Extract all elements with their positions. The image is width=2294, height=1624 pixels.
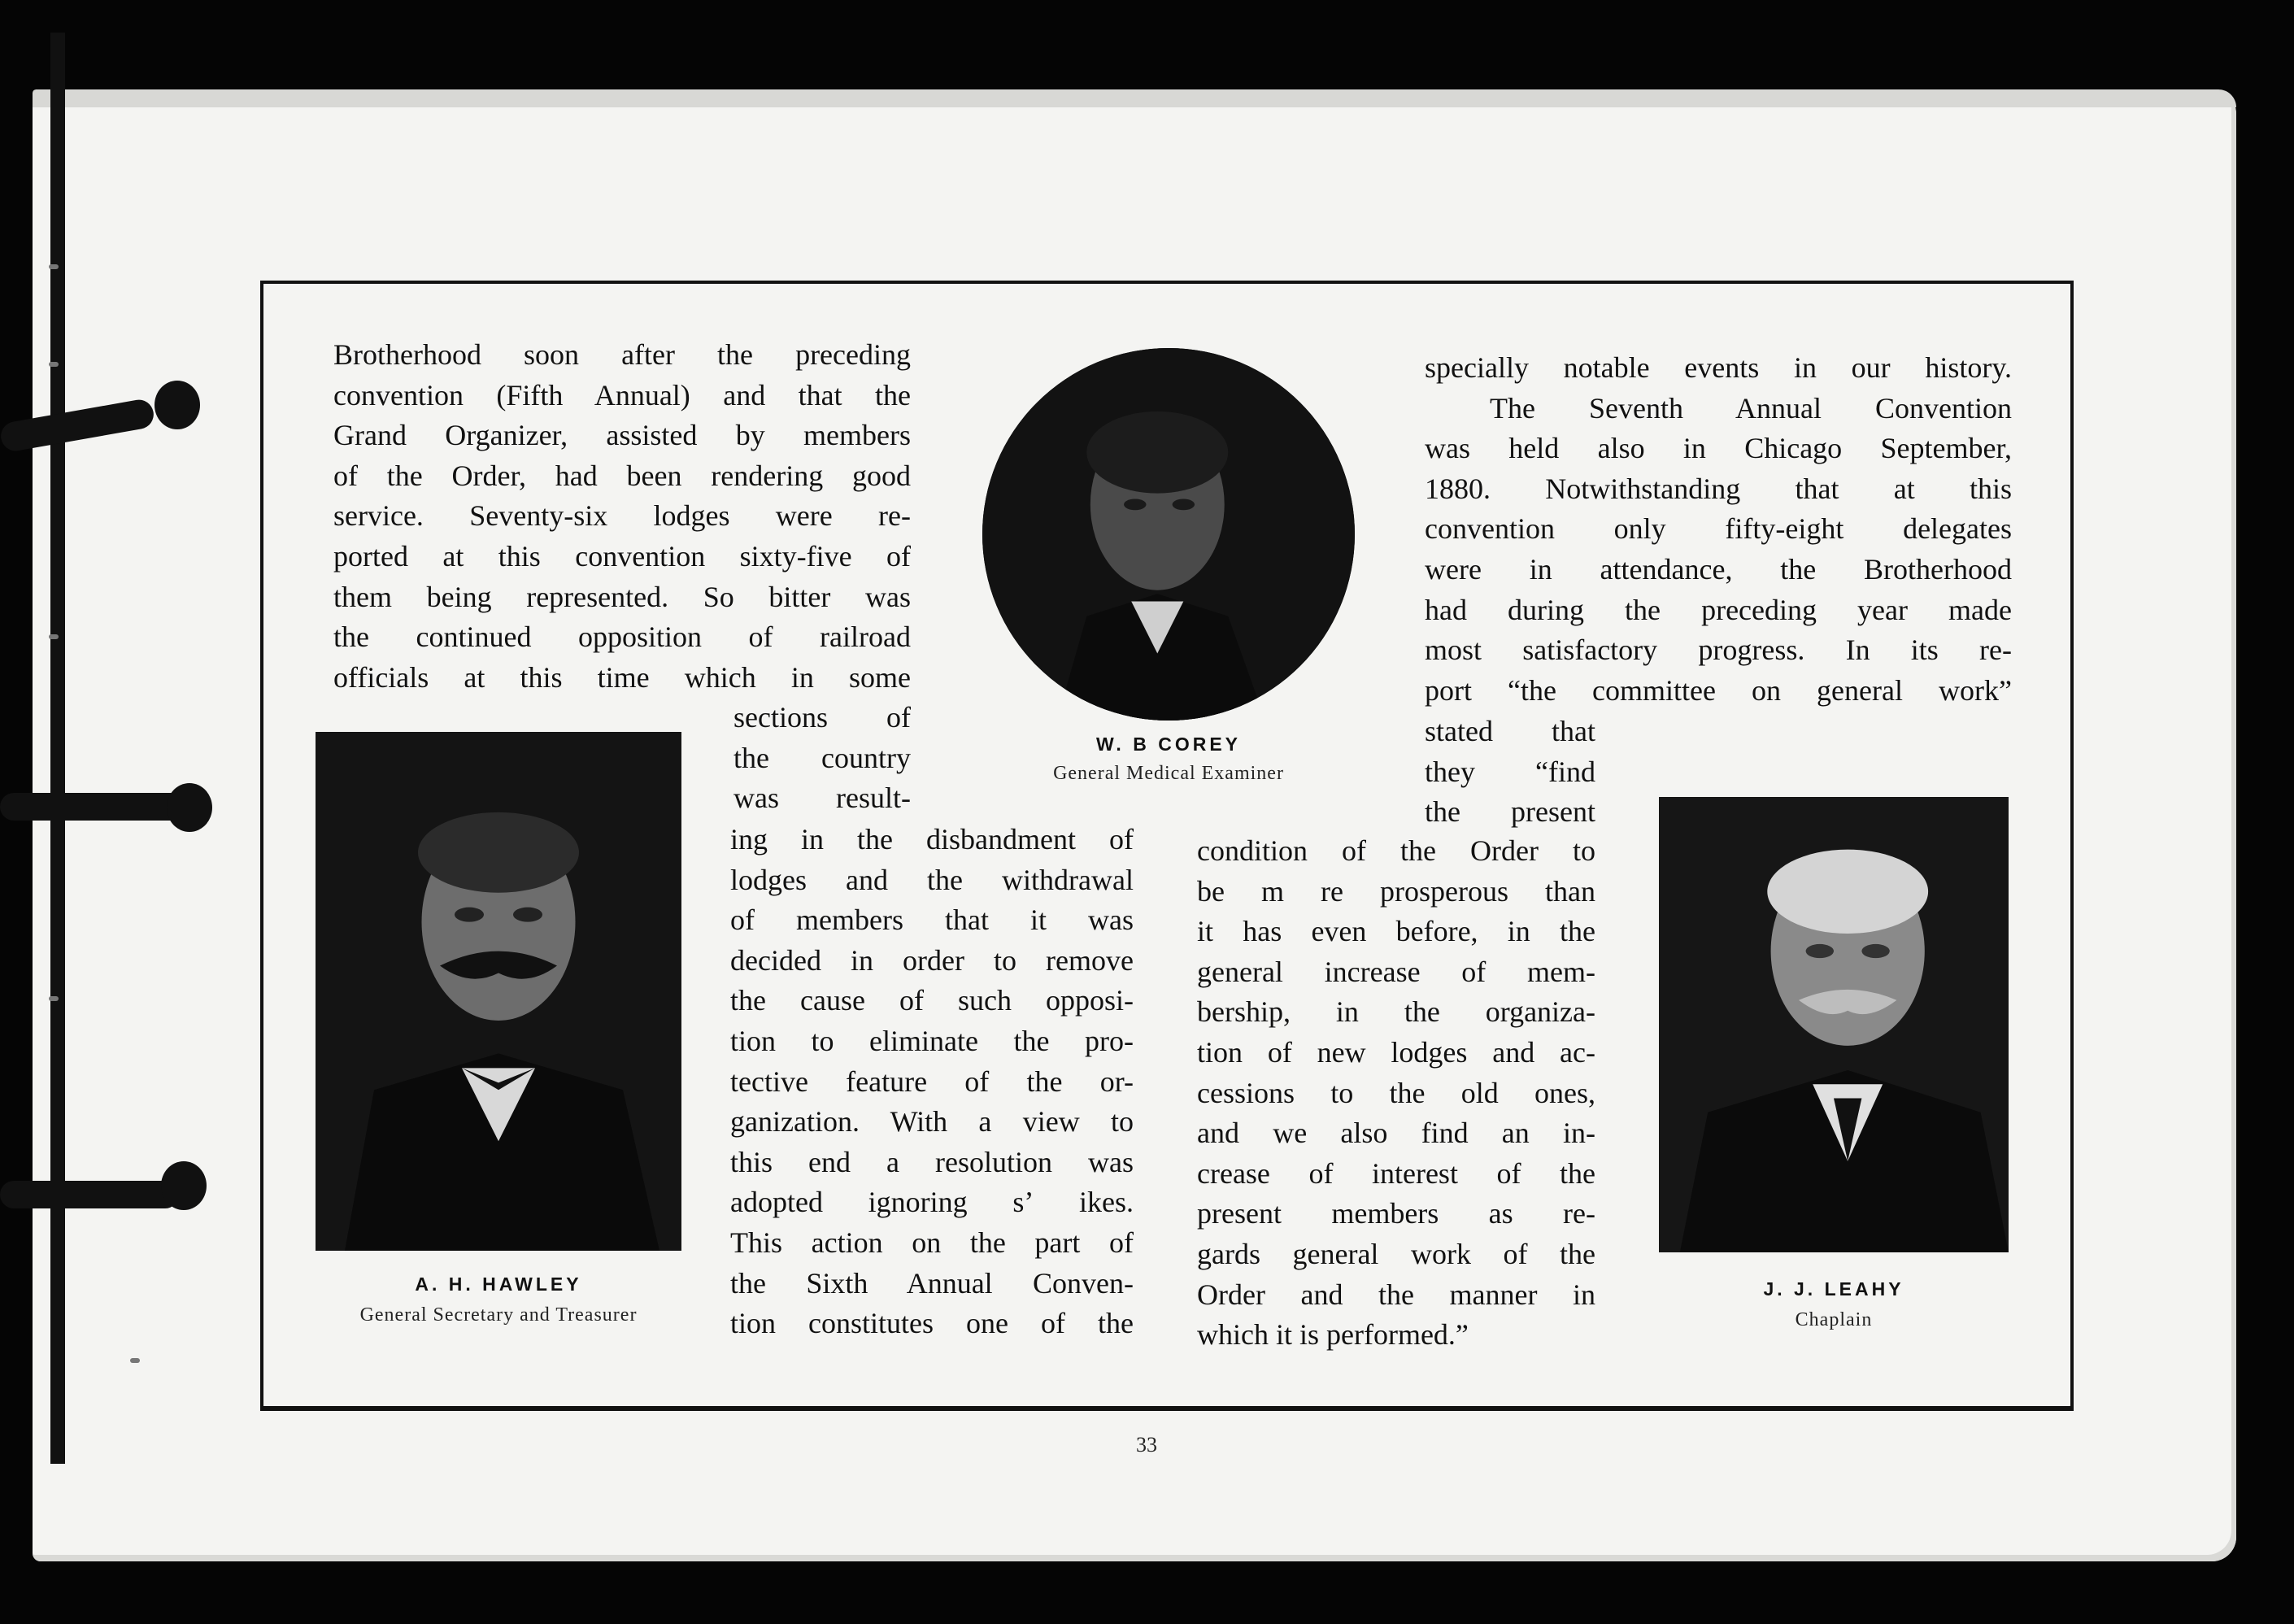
text-line: be m re prosperous than	[1197, 874, 1595, 908]
text-line: Order and the manner in	[1197, 1278, 1595, 1311]
text-line: which it is performed.”	[1197, 1318, 1469, 1352]
speck	[49, 264, 59, 269]
binding-ring	[0, 793, 187, 821]
text-line: was held also in Chicago September,	[1425, 432, 2012, 465]
text-line: of the Order, had been rendering good	[333, 459, 911, 492]
middle-column	[730, 820, 1134, 1344]
text-line: Grand Organizer, assisted by members	[333, 419, 911, 452]
portrait-corey	[982, 348, 1355, 721]
page-top-edge	[33, 89, 2236, 107]
text-line: crease of interest of the	[1197, 1156, 1595, 1190]
text-line: general increase of mem-	[1197, 955, 1595, 988]
portrait-leahy-image	[1659, 797, 2009, 1252]
text-line: The Seventh Annual Convention	[1490, 391, 2012, 425]
text-line: it has even before, in the	[1197, 915, 1595, 948]
portrait-title: General Medical Examiner	[1053, 763, 1284, 784]
text-line: tion to eliminate the pro-	[730, 1024, 1134, 1057]
portrait-leahy	[1659, 797, 2009, 1252]
text-line: and we also find an in-	[1197, 1117, 1595, 1150]
text-line: This action on the part of	[730, 1226, 1134, 1259]
text-line: they “find	[1425, 755, 1595, 788]
text-line: ganization. With a view to	[730, 1105, 1134, 1139]
text-line: Brotherhood soon after the preceding	[333, 338, 911, 371]
text-line: adopted ignoring sʼ ikes.	[730, 1186, 1134, 1219]
portrait-name: J. J. LEAHY	[1763, 1278, 1904, 1300]
speck	[49, 996, 59, 1001]
portrait-title: General Secretary and Treasurer	[359, 1304, 638, 1326]
text-line: the cause of such opposi-	[730, 984, 1134, 1017]
text-line: convention (Fifth Annual) and that the	[333, 378, 911, 411]
right-column	[1425, 348, 2012, 711]
speck	[130, 1358, 140, 1363]
text-line: had during the preceding year made	[1425, 593, 2012, 626]
text-line: condition of the Order to	[1197, 834, 1595, 867]
text-line: the Sixth Annual Conven-	[730, 1266, 1134, 1300]
speck	[49, 634, 59, 639]
speck	[49, 362, 59, 367]
left-narrow-column	[733, 698, 911, 819]
binding-ring-knob	[161, 1161, 207, 1210]
text-line: was result-	[733, 782, 911, 815]
text-line: lodges and the withdrawal	[730, 863, 1134, 896]
text-line: this end a resolution was	[730, 1145, 1134, 1178]
text-line: specially notable events in our history.	[1425, 351, 2012, 384]
text-line: the continued opposition of railroad	[333, 620, 911, 654]
binding-spine	[50, 33, 65, 1464]
text-line: present members as re-	[1197, 1197, 1595, 1230]
text-line: ing in the disbandment of	[730, 823, 1134, 856]
portrait-title: Chaplain	[1795, 1309, 1873, 1330]
text-line: the present	[1425, 795, 1595, 829]
text-line: officials at this time which in some	[333, 660, 911, 694]
text-line: tective feature of the or-	[730, 1065, 1134, 1098]
text-line: them being represented. So bitter was	[333, 580, 911, 613]
text-line: were in attendance, the Brotherhood	[1425, 552, 2012, 586]
portrait-hawley-image	[316, 732, 681, 1251]
binding-ring-knob	[167, 783, 212, 832]
portrait-hawley	[316, 732, 681, 1251]
portrait-name: W. B COREY	[1095, 734, 1241, 755]
binding-ring-knob	[155, 381, 200, 429]
text-line: bership, in the organiza-	[1197, 995, 1595, 1029]
text-line: of members that it was	[730, 903, 1134, 937]
right-bottom-column	[1197, 831, 1595, 1356]
text-line: tion of new lodges and ac-	[1197, 1035, 1595, 1069]
portrait-name: A. H. HAWLEY	[415, 1274, 582, 1295]
text-line: the country	[733, 741, 911, 774]
text-line: service. Seventy-six lodges were re-	[333, 499, 911, 533]
left-column	[333, 335, 911, 698]
page-number: 33	[1136, 1433, 1157, 1456]
text-line: decided in order to remove	[730, 943, 1134, 977]
text-line: most satisfactory progress. In its re-	[1425, 633, 2012, 667]
binding-ring	[0, 1181, 179, 1208]
text-line: gards general work of the	[1197, 1237, 1595, 1270]
portrait-corey-image	[982, 348, 1355, 721]
right-narrow-column	[1425, 712, 1595, 833]
text-line: ported at this convention sixty-five of	[333, 539, 911, 573]
text-line: sections of	[733, 701, 911, 734]
text-line: port “the committee on general work”	[1425, 673, 2012, 707]
text-line: stated that	[1425, 715, 1595, 747]
text-line: convention only fifty-eight delegates	[1425, 512, 2012, 546]
text-line: 1880. Notwithstanding that at this	[1425, 472, 2012, 505]
text-line: cessions to the old ones,	[1197, 1076, 1595, 1109]
text-line: tion constitutes one of the	[730, 1307, 1134, 1340]
